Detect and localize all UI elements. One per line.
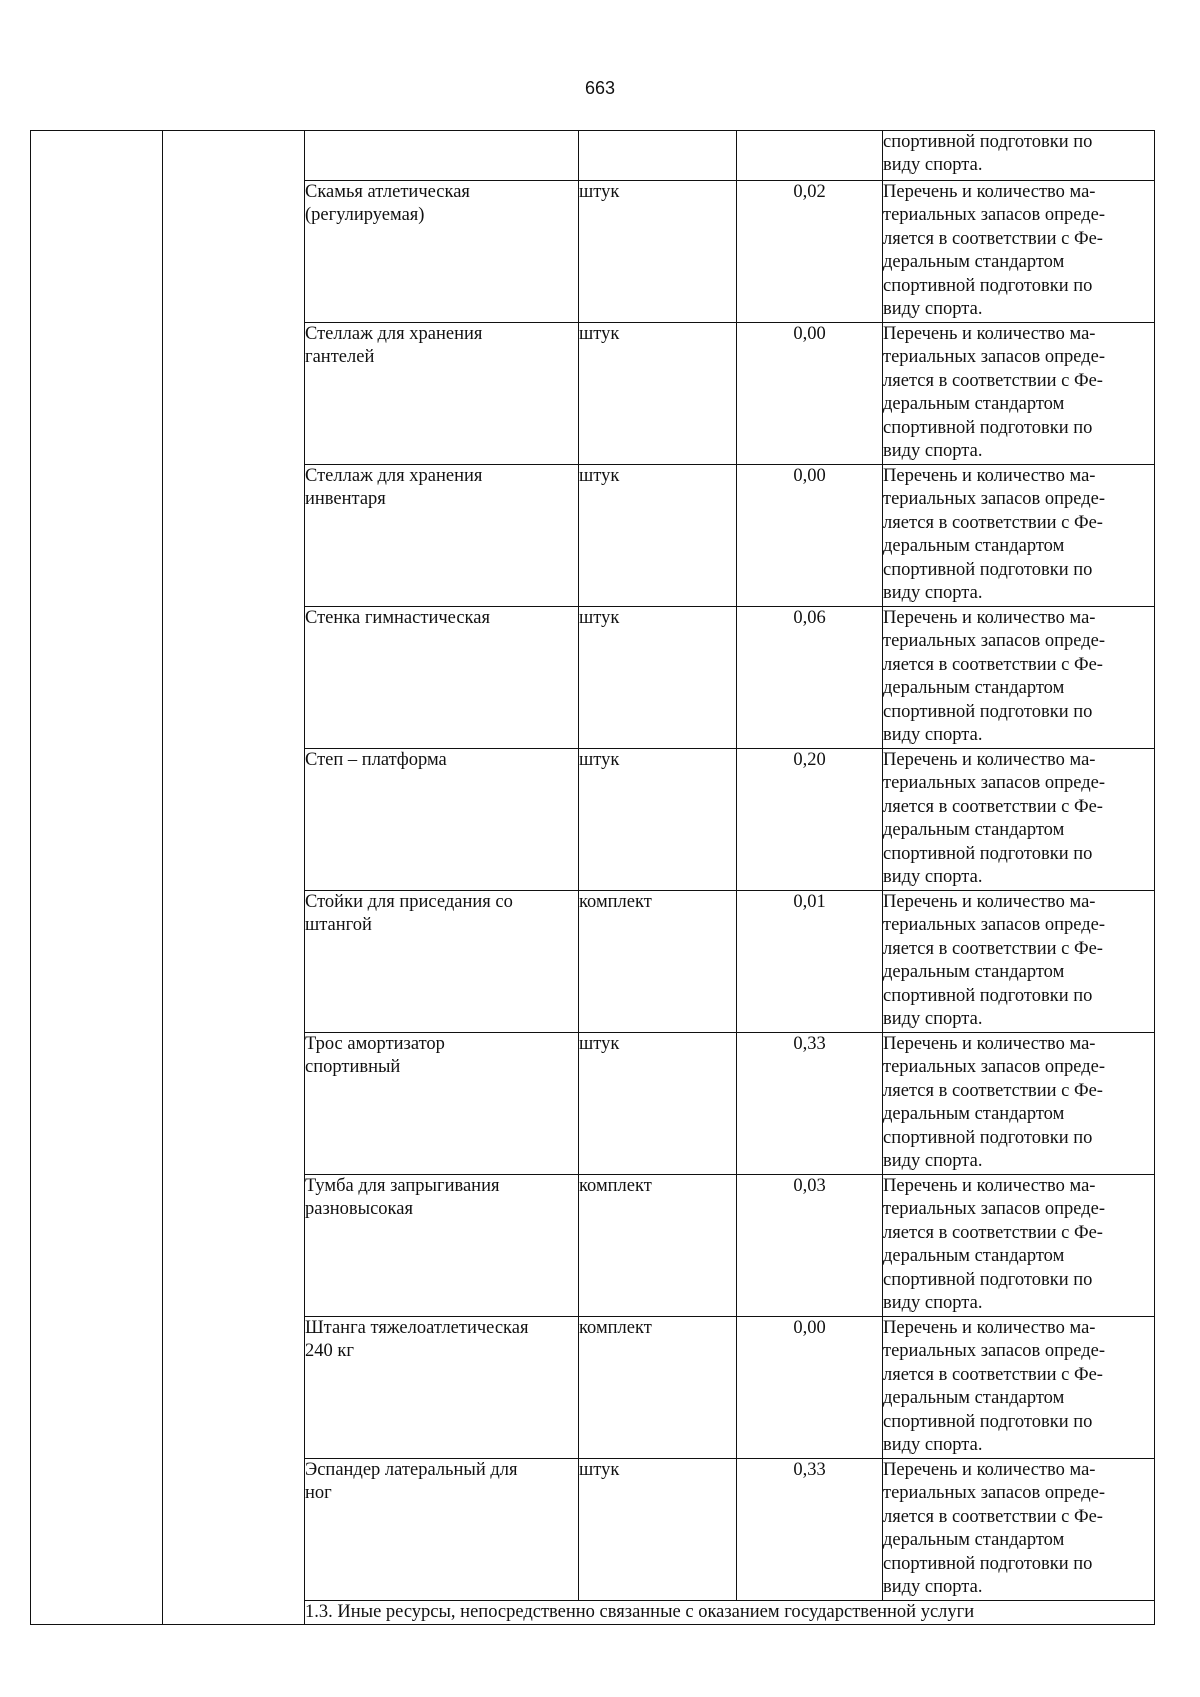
unit-text: штук bbox=[579, 324, 620, 344]
note-cell bbox=[883, 1175, 1155, 1317]
left-column-cell bbox=[31, 131, 163, 1625]
unit-cell bbox=[579, 891, 737, 1033]
note-cell bbox=[883, 465, 1155, 607]
quantity-text: 0,00 bbox=[793, 324, 826, 344]
name-cell bbox=[305, 891, 579, 1033]
note-text: Перечень и количество ма- териальных запасов опреде- ляется в соответствии с Фе- деральным стандартом спортивной подготовки по виду спорта. bbox=[883, 608, 1106, 746]
unit-cell bbox=[579, 607, 737, 749]
name-text: Трос амортизатор спортивный bbox=[305, 1034, 445, 1078]
quantity-cell bbox=[737, 181, 883, 323]
quantity-text: 0,33 bbox=[793, 1034, 826, 1054]
resources-table bbox=[30, 130, 1155, 1625]
unit-cell bbox=[579, 1317, 737, 1459]
quantity-text: 0,01 bbox=[793, 892, 826, 912]
unit-cell bbox=[579, 181, 737, 323]
name-cell bbox=[305, 131, 579, 181]
section-heading-cell bbox=[305, 1601, 1155, 1625]
name-cell bbox=[305, 749, 579, 891]
name-cell bbox=[305, 1459, 579, 1601]
unit-text: комплект bbox=[579, 892, 652, 912]
unit-cell bbox=[579, 749, 737, 891]
section-heading: 1.3. Иные ресурсы, непосредственно связанные с оказанием государственной услуги bbox=[305, 1602, 975, 1622]
note-cell bbox=[883, 181, 1155, 323]
unit-cell bbox=[579, 465, 737, 607]
unit-text: комплект bbox=[579, 1318, 652, 1338]
unit-cell bbox=[579, 1459, 737, 1601]
name-text: Стеллаж для хранения инвентаря bbox=[305, 466, 483, 510]
name-cell bbox=[305, 323, 579, 465]
unit-text: штук bbox=[579, 466, 620, 486]
name-cell bbox=[305, 1317, 579, 1459]
table-row-continued bbox=[31, 131, 1155, 181]
note-text: Перечень и количество ма- териальных запасов опреде- ляется в соответствии с Фе- деральным стандартом спортивной подготовки по виду спорта. bbox=[883, 466, 1106, 604]
note-text: Перечень и количество ма- териальных запасов опреде- ляется в соответствии с Фе- деральным стандартом спортивной подготовки по виду спорта. bbox=[883, 892, 1106, 1030]
name-text: Скамья атлетическая (регулируемая) bbox=[305, 182, 470, 226]
quantity-cell bbox=[737, 323, 883, 465]
quantity-cell bbox=[737, 607, 883, 749]
left-column-cell bbox=[163, 131, 305, 1625]
name-text: Стойки для приседания со штангой bbox=[305, 892, 513, 936]
name-cell bbox=[305, 607, 579, 749]
note-cell bbox=[883, 1033, 1155, 1175]
unit-text: штук bbox=[579, 1460, 620, 1480]
note-cell bbox=[883, 607, 1155, 749]
name-cell bbox=[305, 465, 579, 607]
table-body bbox=[31, 131, 1155, 1625]
name-cell bbox=[305, 1033, 579, 1175]
unit-text: штук bbox=[579, 750, 620, 770]
quantity-cell bbox=[737, 1033, 883, 1175]
note-cell bbox=[883, 1459, 1155, 1601]
note-cell bbox=[883, 749, 1155, 891]
unit-cell bbox=[579, 131, 737, 181]
quantity-text: 0,00 bbox=[793, 466, 826, 486]
note-cell bbox=[883, 891, 1155, 1033]
note-text: Перечень и количество ма- териальных запасов опреде- ляется в соответствии с Фе- деральным стандартом спортивной подготовки по виду спорта. bbox=[883, 750, 1106, 888]
quantity-text: 0,06 bbox=[793, 608, 826, 628]
note-text: спортивной подготовки по виду спорта. bbox=[883, 132, 1093, 176]
name-text: Стеллаж для хранения гантелей bbox=[305, 324, 483, 368]
name-text: Эспандер латеральный для ног bbox=[305, 1460, 518, 1504]
note-text: Перечень и количество ма- териальных запасов опреде- ляется в соответствии с Фе- деральным стандартом спортивной подготовки по виду спорта. bbox=[883, 1034, 1106, 1172]
note-cell bbox=[883, 323, 1155, 465]
unit-text: штук bbox=[579, 182, 620, 202]
note-text: Перечень и количество ма- териальных запасов опреде- ляется в соответствии с Фе- деральным стандартом спортивной подготовки по виду спорта. bbox=[883, 1176, 1106, 1314]
quantity-cell bbox=[737, 891, 883, 1033]
quantity-text: 0,03 bbox=[793, 1176, 826, 1196]
note-text: Перечень и количество ма- териальных запасов опреде- ляется в соответствии с Фе- деральным стандартом спортивной подготовки по виду спорта. bbox=[883, 324, 1106, 462]
name-cell bbox=[305, 1175, 579, 1317]
quantity-cell bbox=[737, 749, 883, 891]
quantity-text: 0,02 bbox=[793, 182, 826, 202]
quantity-cell bbox=[737, 1317, 883, 1459]
unit-text: комплект bbox=[579, 1176, 652, 1196]
unit-text: штук bbox=[579, 608, 620, 628]
note-cell-continued bbox=[883, 131, 1155, 181]
note-cell bbox=[883, 1317, 1155, 1459]
quantity-cell bbox=[737, 1459, 883, 1601]
note-text: Перечень и количество ма- териальных запасов опреде- ляется в соответствии с Фе- деральным стандартом спортивной подготовки по виду спорта. bbox=[883, 1460, 1106, 1598]
unit-cell bbox=[579, 1175, 737, 1317]
note-text: Перечень и количество ма- териальных запасов опреде- ляется в соответствии с Фе- деральным стандартом спортивной подготовки по виду спорта. bbox=[883, 1318, 1106, 1456]
name-text: Тумба для запрыгивания разновысокая bbox=[305, 1176, 500, 1220]
quantity-cell bbox=[737, 465, 883, 607]
unit-text: штук bbox=[579, 1034, 620, 1054]
quantity-text: 0,20 bbox=[793, 750, 826, 770]
quantity-cell bbox=[737, 131, 883, 181]
unit-cell bbox=[579, 1033, 737, 1175]
page-number: 663 bbox=[584, 78, 616, 98]
name-text: Штанга тяжелоатлетическая 240 кг bbox=[305, 1318, 529, 1362]
quantity-text: 0,00 bbox=[793, 1318, 826, 1338]
name-cell bbox=[305, 181, 579, 323]
quantity-cell bbox=[737, 1175, 883, 1317]
note-text: Перечень и количество ма- териальных запасов опреде- ляется в соответствии с Фе- деральным стандартом спортивной подготовки по виду спорта. bbox=[883, 182, 1106, 320]
unit-cell bbox=[579, 323, 737, 465]
name-text: Стенка гимнастическая bbox=[305, 608, 490, 628]
quantity-text: 0,33 bbox=[793, 1460, 826, 1480]
name-text: Степ – платформа bbox=[305, 750, 447, 770]
